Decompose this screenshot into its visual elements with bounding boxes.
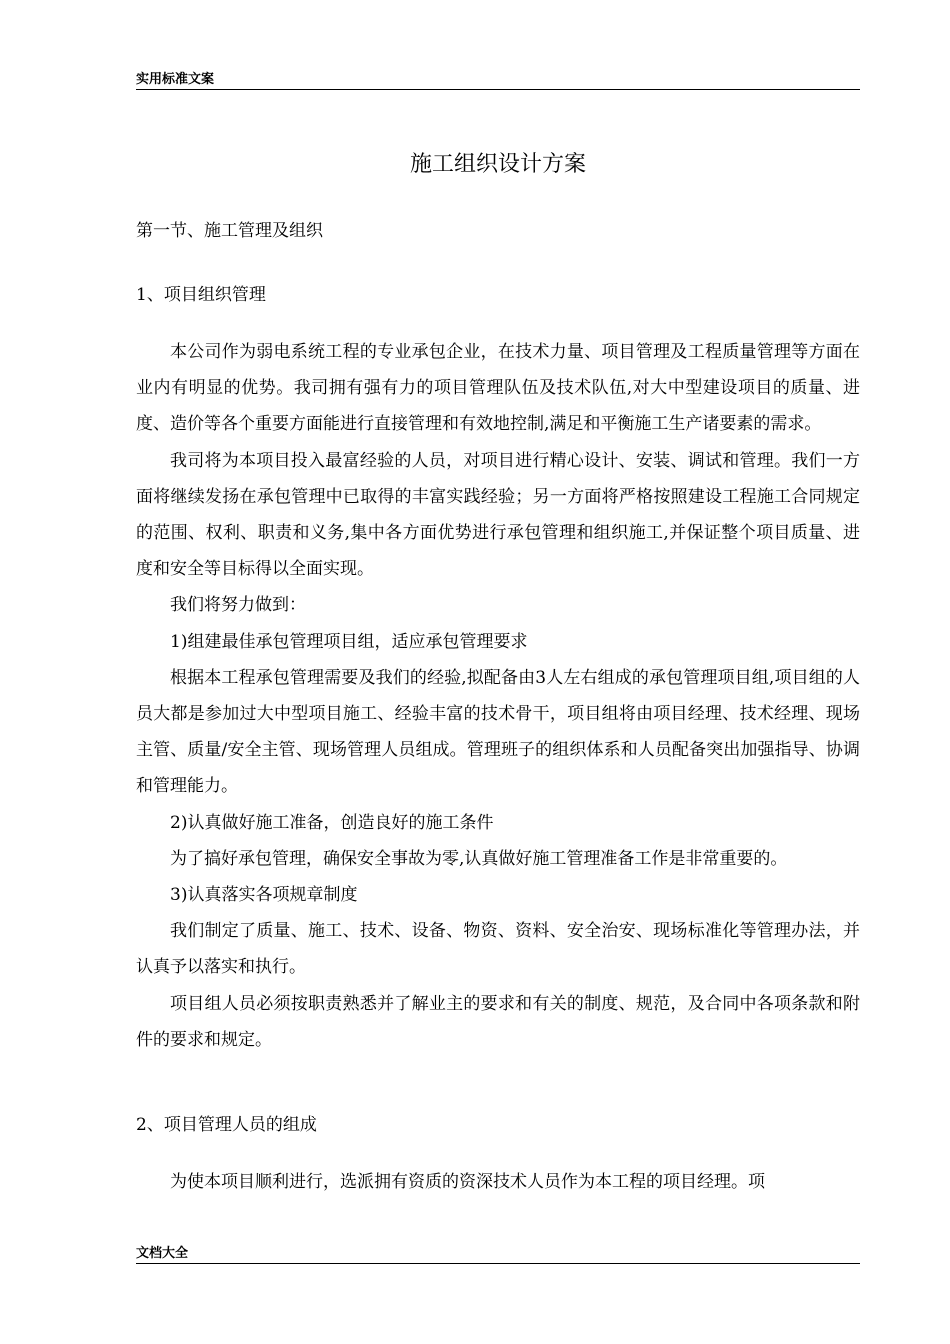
document-title: 施工组织设计方案 xyxy=(409,152,586,177)
paragraph: 我们将努力做到： xyxy=(170,595,306,616)
footer-divider xyxy=(136,1263,860,1264)
paragraph: 我司将为本项目投入最富经验的人员，对项目进行精心设计、安装、调试和管理。我们一方面将继续发扬在承包管理中已取得的丰富实践经验；另一方面将严格按照建设工程施工合同规定的范围、权利、职责和义务,集中各方面优势进行承包管理和组织施工,并保证整个项目质量、进度和安全等目标得以全面实现。 xyxy=(136,450,860,580)
paragraph: 本公司作为弱电系统工程的专业承包企业，在技术力量、项目管理及工程质量管理等方面在业内有明显的优势。我司拥有强有力的项目管理队伍及技术队伍,对大中型建设项目的质量、进度、造价等各个重要方面能进行直接管理和有效地控制,满足和平衡施工生产诸要素的需求。 xyxy=(136,342,860,435)
subsection-heading: 1、项目组织管理 xyxy=(136,285,266,305)
list-item-heading: 3)认真落实各项规章制度 xyxy=(170,885,358,906)
paragraph: 为了搞好承包管理，确保安全事故为零,认真做好施工管理准备工作是非常重要的。 xyxy=(170,848,788,869)
list-item-heading: 1)组建最佳承包管理项目组，适应承包管理要求 xyxy=(170,631,528,652)
page-header: 实用标准文案 xyxy=(136,72,215,87)
subsection-body xyxy=(136,334,860,1058)
paragraph: 项目组人员必须按职责熟悉并了解业主的要求和有关的制度、规范，及合同中各项条款和附件的要求和规定。 xyxy=(136,993,860,1050)
paragraph: 根据本工程承包管理需要及我们的经验,拟配备由3人左右组成的承包管理项目组,项目组的人员大都是参加过大中型项目施工、经验丰富的技术骨干，项目组将由项目经理、技术经理、现场主管、质量/安全主管、现场管理人员组成。管理班子的组织体系和人员配备突出加强指导、协调和管理能力。 xyxy=(136,667,860,797)
section-heading: 第一节、施工管理及组织 xyxy=(136,221,323,241)
list-item-heading: 2)认真做好施工准备，创造良好的施工条件 xyxy=(170,812,494,833)
header-divider xyxy=(136,89,860,90)
subsection-body xyxy=(136,1164,860,1200)
paragraph: 为使本项目顺利进行，选派拥有资质的资深技术人员作为本工程的项目经理。项 xyxy=(170,1172,765,1192)
page-footer: 文档大全 xyxy=(136,1246,189,1261)
paragraph: 我们制定了质量、施工、技术、设备、物资、资料、安全治安、现场标准化等管理办法，并认真予以落实和执行。 xyxy=(136,921,860,978)
subsection-heading: 2、项目管理人员的组成 xyxy=(136,1115,317,1135)
